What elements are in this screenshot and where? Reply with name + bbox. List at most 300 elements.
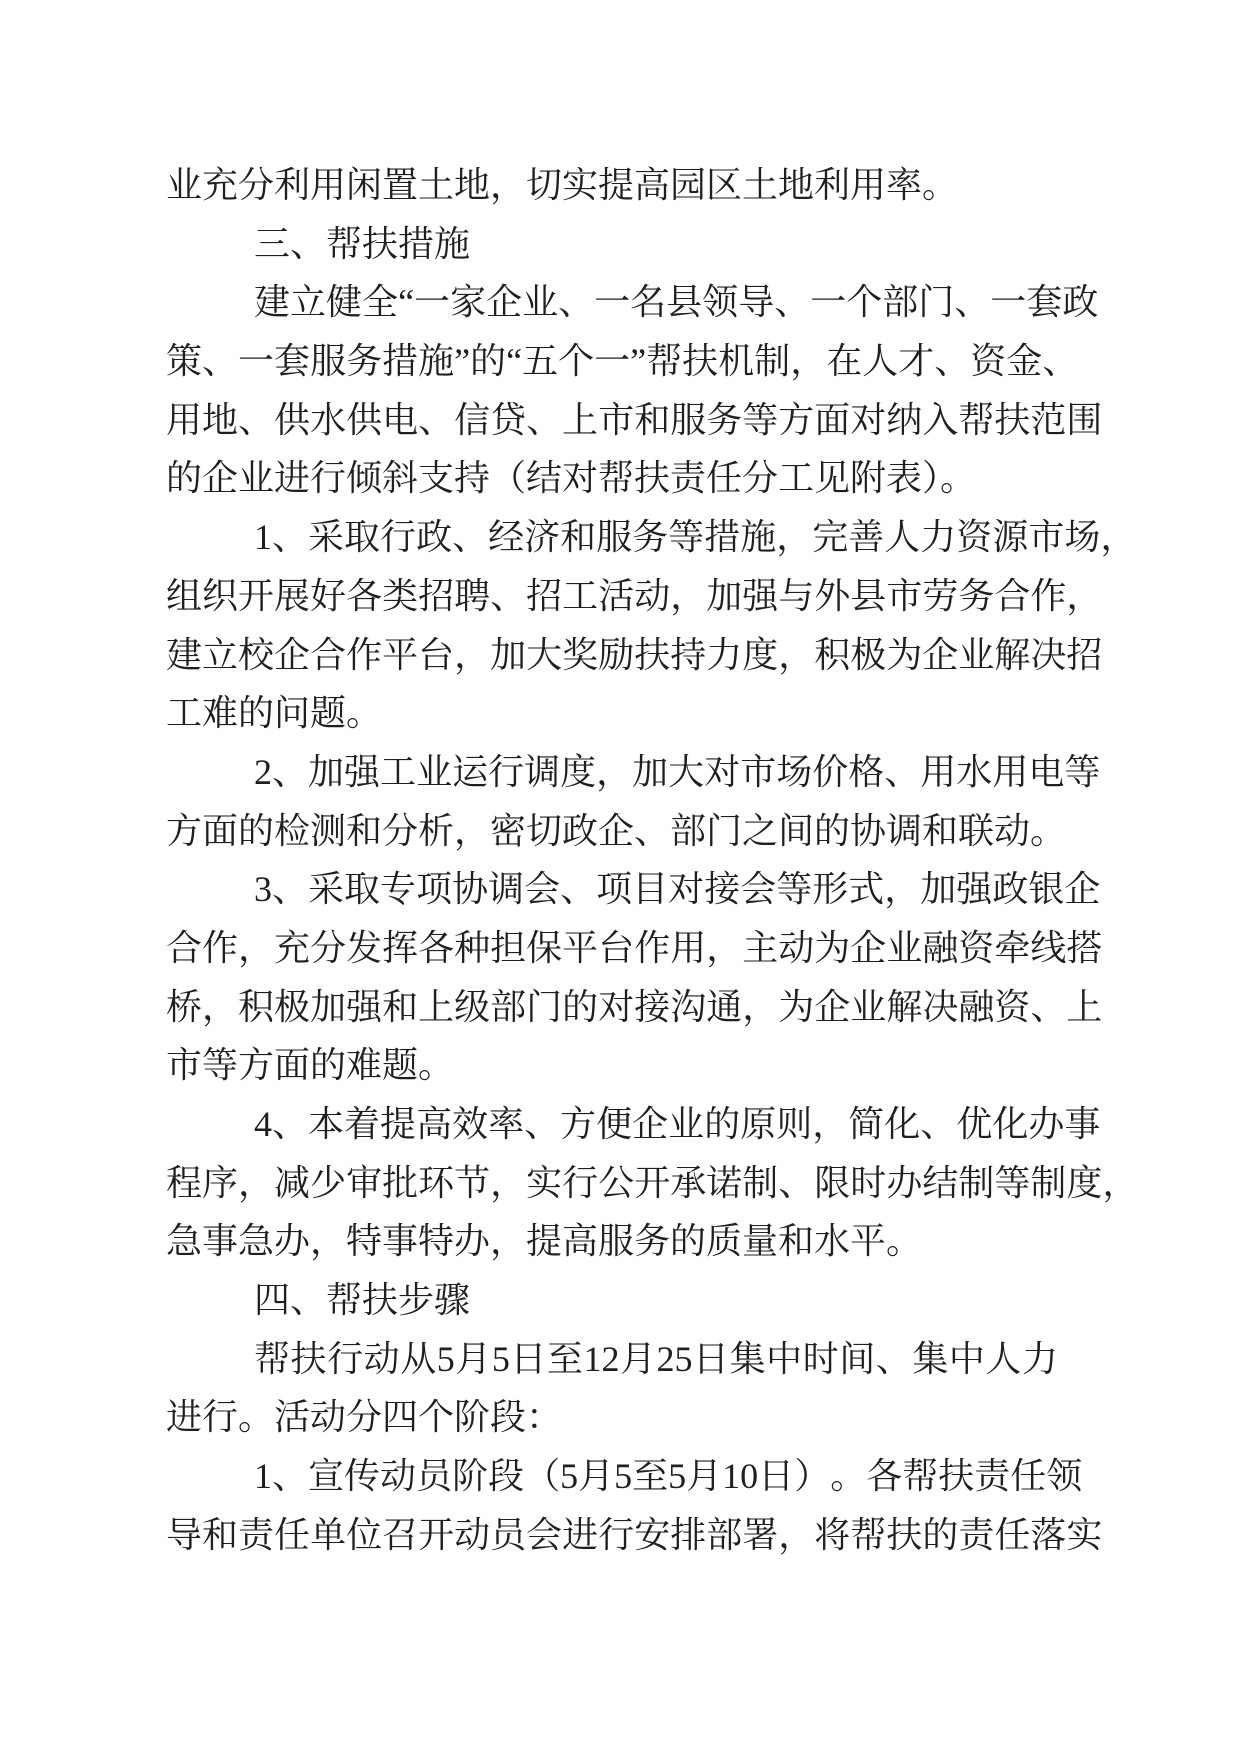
text-token: 5 [560,1456,579,1497]
paragraph [166,273,1103,508]
text-token: 度 [1066,1162,1103,1203]
text-token: 节 [454,1162,491,1203]
text-token: 5 [436,1338,455,1379]
text-token: 加 [308,751,345,792]
text-token: 用 [166,399,203,440]
text-line [166,1506,1103,1565]
text-token: 等 [776,869,813,910]
text-token: 立 [202,634,239,675]
text-token: 展 [274,575,311,616]
text-token: 、 [1030,986,1067,1027]
text-token: 、 [934,341,971,382]
paragraph [166,156,1058,215]
text-token: 纳 [886,399,923,440]
text-token: 银 [1028,869,1065,910]
text-token: 政 [992,869,1029,910]
text-token: 强 [742,575,779,616]
text-token: 的 [704,1104,741,1144]
text-token: 作 [346,634,383,675]
text-token: 类 [382,575,419,616]
text-token: ， [776,517,813,558]
text-token: 10 [722,1456,759,1497]
text-token: 强 [344,751,381,792]
text-token: 务 [346,341,383,382]
text-token: 率 [488,1104,525,1144]
text-token: 署 [742,1514,779,1555]
text-token: 善 [848,517,885,558]
text-token: 源 [992,517,1029,558]
text-token: ， [202,986,239,1027]
text-token: 接 [704,869,741,910]
text-token: 加 [706,575,743,616]
text-token: 企 [486,282,523,323]
text-token: 部 [706,1514,743,1555]
text-token: 价 [812,751,849,792]
text-token: 各 [418,927,455,968]
text-token: 保 [526,927,563,968]
text-token: 开 [418,1514,455,1555]
text-token: 贷 [490,399,527,440]
text-token: 形 [812,869,849,910]
text-token: 制 [1030,1162,1067,1203]
text-token: 业 [958,634,995,675]
text-token: 、 [558,282,595,323]
text-token: 持 [670,634,707,675]
text-token: ， [812,1104,849,1144]
text-token: 实 [526,1162,563,1203]
text-token: 一 [594,341,631,382]
text-token: 2 [254,751,272,792]
text-token: 资 [958,927,995,968]
text-token: 一 [414,282,451,323]
text-token: 、 [778,1162,815,1203]
text-token: 牵 [994,927,1031,968]
text-token: 进 [562,1514,599,1555]
text-token: 、 [774,282,811,323]
text-token: 在 [826,341,863,382]
text-token: 积 [238,986,275,1027]
text-token: 作 [634,927,671,968]
text-token: 化 [992,1104,1029,1144]
text-token: 资 [956,517,993,558]
text-token: 县 [666,282,703,323]
text-token: 场 [776,751,813,792]
text-token: 制 [754,341,791,382]
text-token: 、 [272,869,309,910]
text-token: 加 [920,869,957,910]
text-token: 金 [1006,341,1043,382]
text-token: 扶 [886,1514,923,1555]
text-token: 导 [166,1514,203,1555]
text-token: 市 [1028,517,1065,558]
text-token: 部 [882,282,919,323]
text-token: 作 [202,927,239,968]
text-token: 合 [310,634,347,675]
text-token: 名 [630,282,667,323]
text-token: 度 [560,751,597,792]
text-token: ” [454,341,471,382]
text-token: 各 [346,575,383,616]
text-line: 工难的问题。 [166,693,383,734]
text-line [166,919,1103,978]
text-token: 市 [598,399,635,440]
text-token: 融 [958,986,995,1027]
text-token: 、 [202,341,239,382]
text-token: 建 [166,634,203,675]
text-token: 5 [491,1338,510,1379]
text-token: 间 [839,1338,876,1379]
text-token: 机 [718,341,755,382]
text-token: 员 [416,1456,453,1497]
text-token: 少 [310,1162,347,1203]
text-token: 决 [922,986,959,1027]
text-token: 会 [740,869,777,910]
text-token: 调 [488,869,525,910]
text-token: 建 [254,282,291,323]
text-token: 线 [1030,927,1067,968]
text-token: 度 [742,634,779,675]
text-token: 企 [814,986,851,1027]
text-token: 动 [380,1456,417,1497]
text-token: 扶 [634,634,671,675]
text-token: 分 [310,927,347,968]
text-token: 务 [706,399,743,440]
text-token: 融 [922,927,959,968]
text-token: 目 [632,869,669,910]
text-token: 扶 [938,1456,975,1497]
text-token: ， [884,869,921,910]
text-token: 决 [1030,634,1067,675]
text-token: 协 [452,869,489,910]
text-token: 至 [546,1338,583,1379]
text-token: 主 [742,927,779,968]
text-token: 台 [598,927,635,968]
text-token: 强 [956,869,993,910]
text-token: 供 [274,399,311,440]
text-token: 行 [488,751,525,792]
text-token: 上 [562,399,599,440]
text-token: ， [1102,1162,1139,1203]
text-token: 业 [416,751,453,792]
text-token: 与 [778,575,815,616]
paragraph [166,1271,1058,1330]
text-token: 市 [886,575,923,616]
text-token: 和 [202,1514,239,1555]
text-token: 搭 [1066,927,1103,968]
text-token: 12 [583,1338,620,1379]
text-token: 的 [562,986,599,1027]
text-token: 力 [1021,1338,1058,1379]
text-token: 、 [272,1104,309,1144]
text-token: 责 [958,1514,995,1555]
text-token: 力 [706,634,743,675]
text-token: 平 [382,634,419,675]
text-token: 取 [344,869,381,910]
text-token: 调 [524,751,561,792]
text-token: 服 [310,341,347,382]
text-token: 导 [738,282,775,323]
text-token: 大 [526,634,563,675]
text-token: 解 [886,986,923,1027]
paragraph [166,743,1101,860]
text-line [166,508,1137,567]
text-token: 工 [562,575,599,616]
text-token: 动 [363,1338,400,1379]
text-token: 提 [380,1104,417,1144]
text-token: 上 [1066,986,1103,1027]
text-token: 式 [848,869,885,910]
text-token: 效 [452,1104,489,1144]
text-token: 和 [634,399,671,440]
text-token: 格 [848,751,885,792]
text-token: 帮 [902,1456,939,1497]
text-token: 采 [308,517,345,558]
text-token: 对 [668,869,705,910]
text-line [166,332,1079,391]
text-token: 至 [632,1456,669,1497]
text-token: 制 [958,1162,995,1203]
text-token: 高 [416,1104,453,1144]
text-token: 合 [166,927,203,968]
text-token: 优 [956,1104,993,1144]
text-token: 、 [272,1456,309,1497]
text-token: 担 [490,927,527,968]
text-token: 套 [1026,282,1063,323]
paragraph [166,508,1137,743]
text-token: 项 [416,869,453,910]
text-token: 方 [778,399,815,440]
text-token: 便 [596,1104,633,1144]
text-line: 三、帮扶措施 [254,223,471,264]
text-token: “ [398,282,415,323]
text-line: 市等方面的难题。 [166,1045,455,1086]
text-token: 结 [922,1162,959,1203]
text-token: 。 [830,1456,867,1497]
text-token: 落 [1030,1514,1067,1555]
text-token: 业 [668,1104,705,1144]
text-token: 等 [994,1162,1031,1203]
text-token: 健 [326,282,363,323]
text-token: 扶 [290,1338,327,1379]
text-token: 5 [668,1456,687,1497]
text-token: 、 [884,751,921,792]
text-token: 门 [918,282,955,323]
text-token: 组 [166,575,203,616]
text-token: 对 [598,986,635,1027]
text-token: 加 [490,634,527,675]
text-line [166,391,1103,450]
text-token: 业 [522,282,559,323]
text-token: 动 [778,927,815,968]
text-token: 实 [1066,1514,1103,1555]
text-token: 办 [1028,1104,1065,1144]
text-token: 事 [1064,1104,1101,1144]
text-token: 会 [524,869,561,910]
text-line [166,1154,1139,1213]
text-token: 开 [238,575,275,616]
text-token: 集 [912,1338,949,1379]
text-token: 行 [562,1162,599,1203]
text-token: 、 [954,282,991,323]
text-token: 帮 [254,1338,291,1379]
text-line [166,626,1103,685]
text-token: 市 [740,751,777,792]
text-token: 诺 [706,1162,743,1203]
text-token: 务 [958,575,995,616]
text-token: 工 [380,751,417,792]
text-line: 进行。活动分四个阶段： [166,1397,563,1438]
text-token: 、 [272,751,309,792]
text-token: 的 [470,341,507,382]
text-token: 资 [970,341,1007,382]
text-token: 对 [704,751,741,792]
text-token: 加 [310,986,347,1027]
text-token: 、 [524,1104,561,1144]
text-token: 、 [920,1104,957,1144]
text-line [166,978,1103,1037]
text-token: 中 [766,1338,803,1379]
text-token: 任 [994,1514,1031,1555]
text-token: 业 [886,927,923,968]
text-token: ， [1100,517,1137,558]
text-token: 面 [814,399,851,440]
text-line [166,1095,1101,1154]
text-token: ， [778,1514,815,1555]
text-token: 环 [418,1162,455,1203]
text-token: ， [238,1162,275,1203]
text-token: 立 [290,282,327,323]
text-token: 地 [202,399,239,440]
text-token: 、 [526,399,563,440]
text-token: ， [790,341,827,382]
text-token: 用 [992,751,1029,792]
text-token: 序 [202,1162,239,1203]
text-token: 着 [344,1104,381,1144]
text-token: 合 [994,575,1031,616]
text-token: 、 [272,517,309,558]
text-token: 方 [560,1104,597,1144]
text-token: 简 [848,1104,885,1144]
text-line [166,743,1101,802]
text-token: 责 [974,1456,1011,1497]
text-token: 人 [862,341,899,382]
text-token: 采 [308,869,345,910]
text-token: 、 [1042,341,1079,382]
text-token: 时 [850,1162,887,1203]
text-token: 极 [274,986,311,1027]
text-token: 供 [346,399,383,440]
text-token: 种 [454,927,491,968]
text-token: 帮 [850,1514,887,1555]
text-token: 招 [1066,634,1103,675]
text-token: 传 [344,1456,381,1497]
text-token: 日 [693,1338,730,1379]
text-token: 用 [670,927,707,968]
text-token: 批 [382,1162,419,1203]
text-token: 信 [454,399,491,440]
text-token: 部 [490,986,527,1027]
text-token: 行 [598,1514,635,1555]
text-token: ， [596,751,633,792]
text-token: 、 [490,575,527,616]
text-token: 用 [920,751,957,792]
text-token: ， [670,575,707,616]
text-token: 范 [1030,399,1067,440]
text-token: 专 [380,869,417,910]
text-token: 日 [510,1338,547,1379]
text-token: 中 [948,1338,985,1379]
text-token: ， [1066,575,1103,616]
text-token: 安 [634,1514,671,1555]
text-token: 公 [598,1162,635,1203]
text-token: 4 [254,1104,272,1144]
text-token: 月 [578,1456,615,1497]
text-token: 场 [1064,517,1101,558]
text-token: 作 [1030,575,1067,616]
text-token: 措 [704,517,741,558]
text-token: 任 [274,1514,311,1555]
text-token: 月 [619,1338,656,1379]
text-token: 劳 [922,575,959,616]
text-token: 和 [382,986,419,1027]
text-token: 五 [522,341,559,382]
text-token: 活 [598,575,635,616]
text-token: 强 [346,986,383,1027]
paragraph [166,215,1058,274]
text-token: 位 [346,1514,383,1555]
text-token: 程 [166,1162,203,1203]
text-token: 资 [994,986,1031,1027]
text-token: 县 [850,575,887,616]
text-token: 人 [884,517,921,558]
text-line [166,273,1099,332]
text-token: 大 [668,751,705,792]
text-token: 挥 [382,927,419,968]
text-token: 套 [274,341,311,382]
text-token: 级 [454,986,491,1027]
text-token: 入 [922,399,959,440]
text-token: 奖 [562,634,599,675]
text-token: 聘 [454,575,491,616]
text-token: 校 [238,634,275,675]
text-token: 电 [1028,751,1065,792]
text-line [166,567,1103,626]
text-token: 围 [1066,399,1103,440]
text-token: 台 [418,634,455,675]
text-token: 门 [526,986,563,1027]
text-token: 本 [308,1104,345,1144]
text-token: 则 [776,1104,813,1144]
text-token: 个 [846,282,883,323]
text-token: 领 [1046,1456,1083,1497]
paragraph [166,860,1103,1095]
text-token: 行 [327,1338,364,1379]
text-token: 等 [1064,751,1101,792]
text-token: 招 [526,575,563,616]
paragraph [166,1330,1058,1447]
text-token: 招 [418,575,455,616]
text-token: 将 [814,1514,851,1555]
text-token: 时 [802,1338,839,1379]
text-token: 外 [814,575,851,616]
text-token: 为 [814,927,851,968]
text-token: 施 [740,517,777,558]
text-token: 积 [814,634,851,675]
text-token: 承 [670,1162,707,1203]
text-token: 限 [814,1162,851,1203]
text-token: ， [706,927,743,968]
text-token: 扶 [682,341,719,382]
